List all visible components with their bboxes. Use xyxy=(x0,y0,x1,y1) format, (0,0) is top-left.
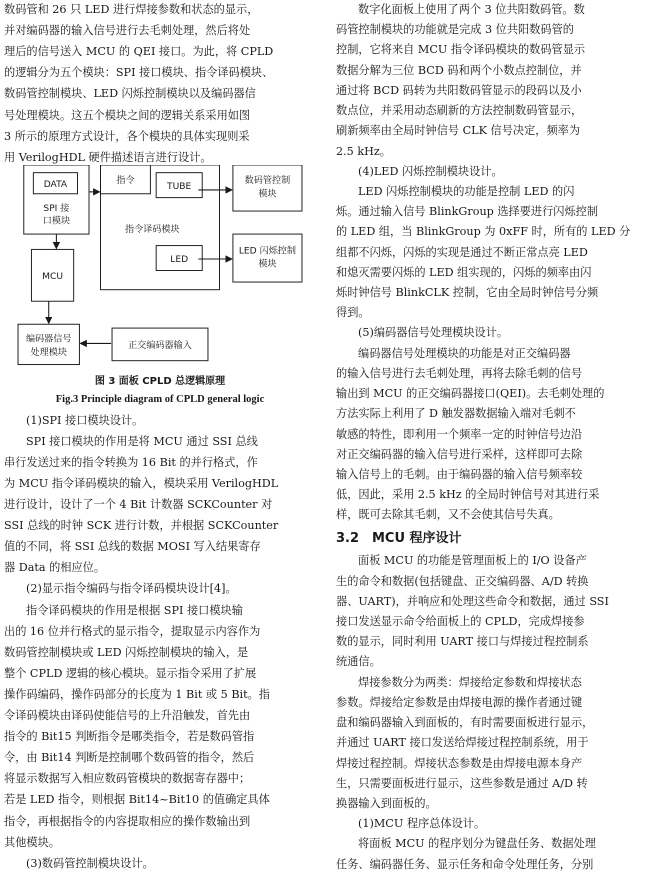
command-label: 指令 xyxy=(116,176,135,187)
text-line: 编码器信号处理模块的功能是对正交编码器 xyxy=(358,346,571,360)
text-line: 方法实际上利用了 D 触发器数据输入端对毛刺不 xyxy=(336,407,576,421)
text-line: 数码管和 26 只 LED 进行焊接参数和状态的显示， xyxy=(4,3,259,16)
text-line: 烁。通过输入信号 BlinkGroup 选择要进行闪烁控制 xyxy=(336,205,599,219)
text-line: 生，只需要面板进行显示，这些参数是通过 A/D 转 xyxy=(336,776,588,790)
text-line: 若是 LED 指令，则根据 Bit14~Bit10 的值确定具体 xyxy=(4,793,270,807)
text-line: 数据分解为三位 BCD 码和两个小数点控制位，并 xyxy=(336,63,582,77)
text-line: 操作码编码，操作码部分的长度为 1 Bit 或 5 Bit。指 xyxy=(4,687,270,701)
section-number: 3.2 xyxy=(336,531,360,547)
subsection-heading: (4)LED 闪烁控制模块设计。 xyxy=(358,164,503,178)
text-line: 将显示数据写入相应数码管模块的数据寄存器中； xyxy=(4,772,251,786)
decoder-label: 指令译码模块 xyxy=(124,225,180,236)
subsection-heading: (1)SPI 接口模块设计。 xyxy=(26,413,144,427)
text-line: 低，因此，采用 2.5 kHz 的全局时钟信号对其进行采 xyxy=(336,488,600,502)
text-line: 器 Data 的相应位。 xyxy=(4,561,106,575)
text-line: 面板 MCU 的功能是管理面板上的 I/O 设备产 xyxy=(358,554,587,568)
text-line: 控制，它将来自 MCU 指令译码模块的数码管显示 xyxy=(336,43,586,57)
section-heading xyxy=(336,527,648,551)
text-line: 指令译码模块的作用是根据 SPI 接口模块输 xyxy=(26,603,243,617)
text-line: 样，既可去除其毛刺，又不会使其信号失真。 xyxy=(336,508,560,522)
tube-ctrl-block xyxy=(233,165,302,211)
text-line: 通过将 BCD 码转为共阳数码管显示的段码以及小 xyxy=(336,83,582,97)
text-line: 得到。 xyxy=(336,306,370,320)
spi-label-1: SPI 接 xyxy=(43,204,70,215)
text-line: 3 所示的原理方式设计，各个模块的具体实现则采 xyxy=(4,129,250,143)
text-line: 和熄灭需要闪烁的 LED 组实现的，闪烁的频率由闪 xyxy=(336,265,592,279)
mcu-label: MCU xyxy=(42,272,64,283)
text-line: 数字化面板上使用了两个 3 位共阳数码管。数 xyxy=(358,3,585,16)
text-line: 的逻辑分为五个模块：SPI 接口模块、指令译码模块、 xyxy=(4,66,274,80)
text-line: 输出到 MCU 的正交编码器接口(QEI)。去毛刺处理的 xyxy=(336,387,605,401)
figure-caption-en: Fig.3 Principle diagram of CPLD general logic xyxy=(55,394,265,406)
cpld-logic-diagram xyxy=(4,165,316,368)
text-line: 焊接参数分为两类：焊接给定参数和焊接状态 xyxy=(358,675,582,689)
text-line: 数的显示，同时利用 UART 接口与焊接过程控制系 xyxy=(336,635,589,649)
subsection-heading: (5)编码器信号处理模块设计。 xyxy=(358,326,509,340)
encoder-input-label: 正交编码器输入 xyxy=(128,341,192,352)
text-line: 用 VerilogHDL 硬件描述语言进行设计。 xyxy=(4,150,212,164)
text-line: 令译码模块由译码使能信号的上升沿触发，首先由 xyxy=(4,709,251,723)
text-line: 为 MCU 指令译码模块的输入，模块采用 VerilogHDL xyxy=(4,476,279,490)
text-line: 2.5 kHz。 xyxy=(336,144,391,158)
text-line: 码管控制模块的功能就是完成 3 位共阳数码管的 xyxy=(336,23,574,37)
text-line: 指令，再根据指令的内容提取相应的操作数输出到 xyxy=(4,814,251,828)
text-line: 接口发送显示命令给面板上的 CPLD，完成焊接参 xyxy=(336,615,585,629)
led-label: LED xyxy=(170,254,189,265)
text-line: 出的 16 位并行格式的显示指令，提取显示内容作为 xyxy=(4,624,261,638)
text-line: 串行发送过来的指令转换为 16 Bit 的并行格式，作 xyxy=(4,455,258,469)
tube-ctrl-label-2: 模块 xyxy=(258,189,277,200)
text-line: 参数。焊接给定参数是由焊接电源的操作者通过键 xyxy=(336,695,583,709)
subsection-heading: (2)显示指令编码与指令译码模块设计[4]。 xyxy=(26,582,237,596)
text-line: 数点位，并采用动态刷新的方法控制数码管显示， xyxy=(336,104,583,118)
subsection-heading: (3)数码管控制模块设计。 xyxy=(26,856,154,870)
encoder-proc-label-1: 编码器信号 xyxy=(25,334,72,345)
text-line: 对正交编码器的输入信号进行采样，这样即可去除 xyxy=(336,447,583,461)
text-line: 并对编码器的输入信号进行去毛刺处理，然后将处 xyxy=(4,24,251,38)
text-line: 器、UART)，并响应和处理这些命令和数据，通过 SSI xyxy=(336,594,609,608)
led-ctrl-label-1: LED 闪烁控制 xyxy=(238,246,297,257)
text-line: 任务、编码器任务、显示任务和命令处理任务，分别 xyxy=(336,857,594,871)
text-line: 生的命令和数据(包括键盘、正交编码器、A/D 转换 xyxy=(336,574,589,588)
data-label: DATA xyxy=(43,180,68,191)
led-ctrl-block xyxy=(233,234,302,282)
subsection-heading: (1)MCU 程序总体设计。 xyxy=(358,817,486,831)
text-line: 组都不闪烁，闪烁的实现是通过不断正常点亮 LED xyxy=(336,245,588,259)
text-line: SSI 总线的时钟 SCK 进行计数，并根据 SCKCounter xyxy=(4,519,279,533)
text-line: LED 闪烁控制模块的功能是控制 LED 的闪 xyxy=(358,184,575,198)
text-line: 烁时钟信号 BlinkCLK 控制，它由全局时钟信号分频 xyxy=(336,286,599,300)
led-ctrl-label-2: 模块 xyxy=(258,259,277,270)
text-line: 敏感的特性，即利用一个频率一定的时钟信号边沿 xyxy=(336,427,583,441)
figure-caption-cn: 图 3 面板 CPLD 总逻辑原理 xyxy=(94,376,226,388)
text-line: SPI 接口模块的作用是将 MCU 通过 SSI 总线 xyxy=(26,434,258,448)
text-line: 盘和编码器输入到面板的，有时需要面板进行显示， xyxy=(336,716,594,730)
text-line: 并通过 UART 接口发送给焊接过程控制系统，用于 xyxy=(336,736,589,750)
text-line: 值的不同，将 SSI 总线的数据 MOSI 写入结果寄存 xyxy=(4,540,261,554)
text-line: 刷新频率由全局时钟信号 CLK 信号决定，频率为 xyxy=(336,124,581,138)
tube-label: TUBE xyxy=(167,181,192,192)
text-line: 进行设计，设计了一个 4 Bit 计数器 SCKCounter 对 xyxy=(4,498,273,512)
text-line: 整个 CPLD 逻辑的核心模块。显示指令采用了扩展 xyxy=(4,666,257,680)
tube-ctrl-label-1: 数码管控制 xyxy=(244,176,291,187)
text-line: 统通信。 xyxy=(336,655,381,669)
text-line: 换器输入到面板的。 xyxy=(336,796,437,810)
text-line: 的输入信号进行去毛刺处理，再将去除毛刺的信号 xyxy=(336,366,583,380)
text-line: 理后的信号送入 MCU 的 QEI 接口。为此，将 CPLD xyxy=(4,45,274,59)
text-line: 数码管控制模块或 LED 闪烁控制模块的输入，是 xyxy=(4,645,249,659)
text-line: 焊接过程控制。焊接状态参数是由焊接电源本身产 xyxy=(336,756,583,770)
text-line: 其他模块。 xyxy=(4,835,60,849)
spi-label-2: 口模块 xyxy=(42,216,71,227)
text-line: 输入信号上的毛刺。由于编码器的输入信号频率较 xyxy=(336,467,583,481)
encoder-proc-label-2: 处理模块 xyxy=(30,347,67,358)
text-line: 数码管控制模块、LED 闪烁控制模块以及编码器信 xyxy=(4,87,256,101)
section-title: MCU 程序设计 xyxy=(372,531,462,547)
text-line: 的 LED 组，当 BlinkGroup 为 0xFF 时，所有的 LED 分 xyxy=(336,225,631,239)
text-line: 将面板 MCU 的程序划分为键盘任务、数据处理 xyxy=(358,837,596,851)
text-line: 号处理模块。这五个模块之间的逻辑关系采用如图 xyxy=(4,108,251,122)
text-line: 指令的 Bit15 判断指令是哪类指令，若是数码管指 xyxy=(4,730,255,744)
text-line: 令，由 Bit14 判断是控制哪个数码管的指令，然后 xyxy=(4,751,255,765)
